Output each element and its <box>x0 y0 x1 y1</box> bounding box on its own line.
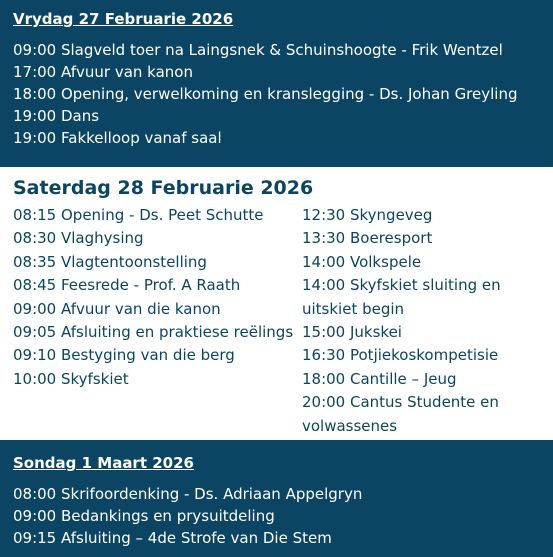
list-item: 09:00 Bedankings en prysuitdeling <box>13 507 275 525</box>
saturday-columns <box>13 204 553 438</box>
list-item: 19:00 Dans <box>13 107 100 125</box>
sunday-heading: Sondag 1 Maart 2026 <box>13 454 194 472</box>
list-item: 12:30 Skyngeveg <box>302 206 433 224</box>
friday-heading: Vrydag 27 Februarie 2026 <box>13 10 234 28</box>
saturday-section <box>0 167 553 440</box>
list-item: 08:30 Vlaghysing <box>13 229 144 248</box>
list-item: 14:00 Volkspele <box>302 252 422 271</box>
list-item: 09:00 Afvuur van die kanon <box>13 299 221 318</box>
list-item: 13:30 Boeresport <box>302 229 433 248</box>
list-item: 15:00 Jukskei <box>302 323 402 342</box>
list-item: 09:15 Afsluiting – 4de Strofe van Die Stem <box>13 529 332 547</box>
list-item: 19:00 Fakkelloop vanaf saal <box>13 129 222 147</box>
friday-section <box>0 0 553 167</box>
list-item: 08:00 Skrifoordenking - Ds. Adriaan Appelgryn <box>13 485 363 503</box>
list-item: 08:45 Feesrede - Prof. A Raath <box>13 276 241 295</box>
saturday-morning-list <box>13 204 302 438</box>
friday-event-list <box>13 39 553 149</box>
list-item: 10:00 Skyfskiet <box>13 369 129 388</box>
list-item: 17:00 Afvuur van kanon <box>13 63 193 81</box>
list-item: 09:05 Afsluiting en praktiese reëlings <box>13 323 294 342</box>
sunday-section <box>0 440 553 557</box>
list-item: 08:35 Vlagtentoonstelling <box>13 252 207 271</box>
saturday-afternoon-list <box>302 204 542 438</box>
list-item: 20:00 Cantus Studente en volwassenes <box>302 393 499 435</box>
saturday-heading: Saterdag 28 Februarie 2026 <box>13 177 314 199</box>
list-item: 18:00 Opening, verwelkoming en kranslegging - Ds. Johan Greyling <box>13 85 518 103</box>
list-item: 09:10 Bestyging van die berg <box>13 346 235 365</box>
list-item: 14:00 Skyfskiet sluiting en uitskiet begin <box>302 276 501 318</box>
list-item: 18:00 Cantille – Jeug <box>302 369 457 388</box>
sunday-event-list <box>13 483 553 549</box>
list-item: 08:15 Opening - Ds. Peet Schutte <box>13 206 264 224</box>
list-item: 16:30 Potjiekoskompetisie <box>302 346 499 365</box>
list-item: 09:00 Slagveld toer na Laingsnek & Schuinshoogte - Frik Wentzel <box>13 41 503 59</box>
